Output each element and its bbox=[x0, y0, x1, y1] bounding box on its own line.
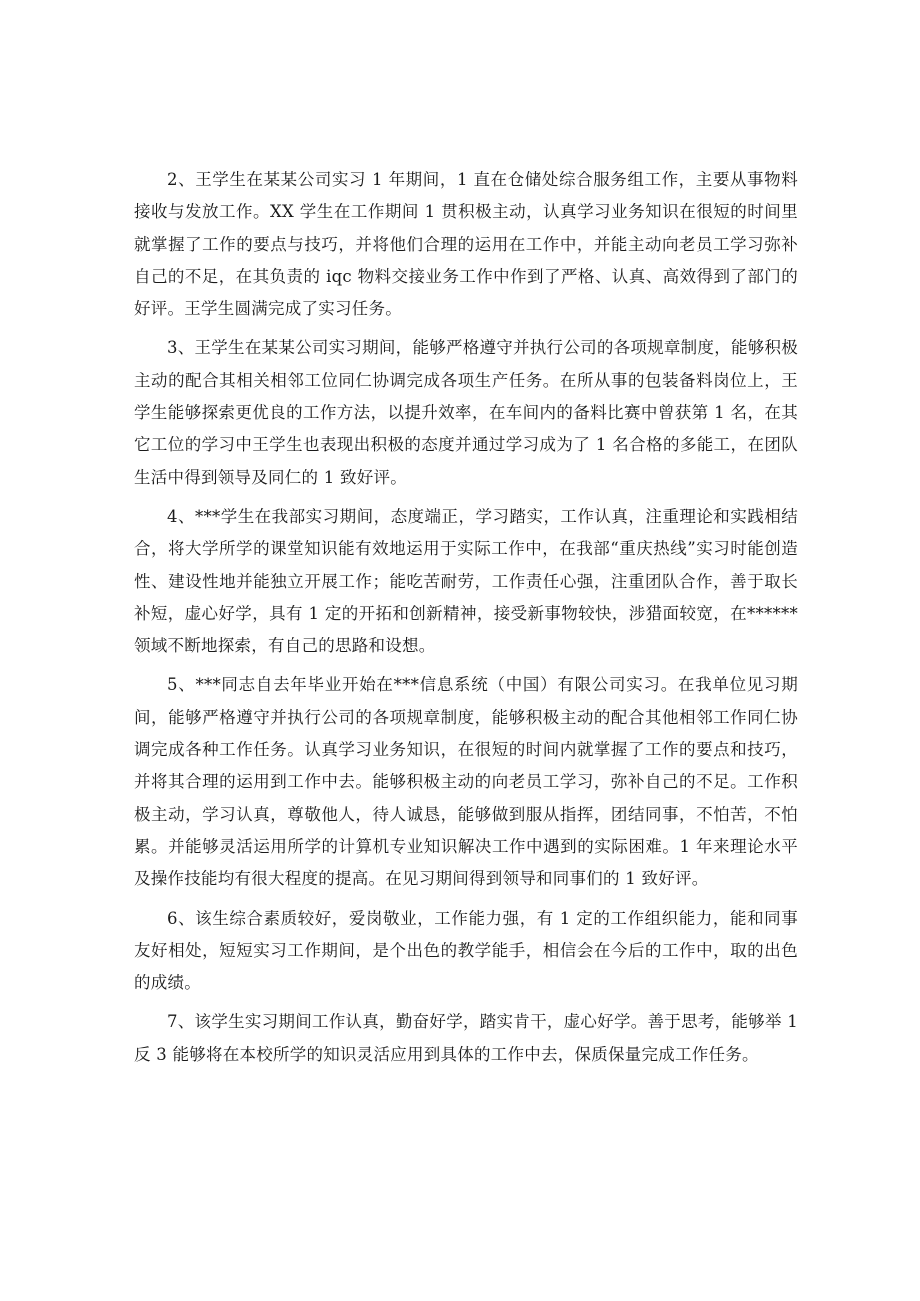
paragraph-6: 6、该生综合素质较好，爱岗敬业，工作能力强，有 1 定的工作组织能力，能和同事友好相处，短短实习工作期间，是个出色的教学能手，相信会在今后的工作中，取的出色的成绩。 bbox=[134, 908, 798, 993]
paragraph-3: 3、王学生在某某公司实习期间，能够严格遵守并执行公司的各项规章制度，能够积极主动的配合其相关相邻工位同仁协调完成各项生产任务。在所从事的包装备料岗位上，王学生能够探索更优良的工作方法，以提升效率，在车间内的备料比赛中曾获第 1 名，在其它工位的学习中王学生也表现出积极的态度并通过学习成为了 1 名合格的多能工，在团队生活中得到领导及同仁的 1 致好评。 bbox=[134, 338, 798, 487]
paragraph-7: 7、该学生实习期间工作认真，勤奋好学，踏实肯干，虚心好学。善于思考，能够举 1 反 3 能够将在本校所学的知识灵活应用到具体的工作中去，保质保量完成工作任务。 bbox=[134, 1012, 798, 1064]
document-body bbox=[134, 164, 798, 1078]
paragraph-2: 2、王学生在某某公司实习 1 年期间，1 直在仓储处综合服务组工作，主要从事物料接收与发放工作。XX 学生在工作期间 1 贯积极主动，认真学习业务知识在很短的时间里就掌握了工作的要点与技巧，并将他们合理的运用在工作中，并能主动向老员工学习弥补自己的不足，在其负责的 iqc 物料交接业务工作中作到了严格、认真、高效得到了部门的好评。王学生圆满完成了实习任务。 bbox=[134, 170, 798, 319]
paragraph-5: 5、***同志自去年毕业开始在***信息系统（中国）有限公司实习。在我单位见习期间，能够严格遵守并执行公司的各项规章制度，能够积极主动的配合其他相邻工作同仁协调完成各种工作任务。认真学习业务知识，在很短的时间内就掌握了工作的要点和技巧，并将其合理的运用到工作中去。能够积极主动的向老员工学习，弥补自己的不足。工作积极主动，学习认真，尊敬他人，待人诚恳，能够做到服从指挥，团结同事，不怕苦，不怕累。并能够灵活运用所学的计算机专业知识解决工作中遇到的实际困难。1 年来理论水平及操作技能均有很大程度的提高。在见习期间得到领导和同事们的 1 致好评。 bbox=[134, 675, 798, 889]
paragraph-4: 4、***学生在我部实习期间，态度端正，学习踏实，工作认真，注重理论和实践相结合，将大学所学的课堂知识能有效地运用于实际工作中，在我部“重庆热线”实习时能创造性、建设性地并能独立开展工作；能吃苦耐劳，工作责任心强，注重团队合作，善于取长补短，虚心好学，具有 1 定的开拓和创新精神，接受新事物较快，涉猎面较宽，在******领域不断地探索，有自己的思路和设想。 bbox=[134, 506, 798, 656]
